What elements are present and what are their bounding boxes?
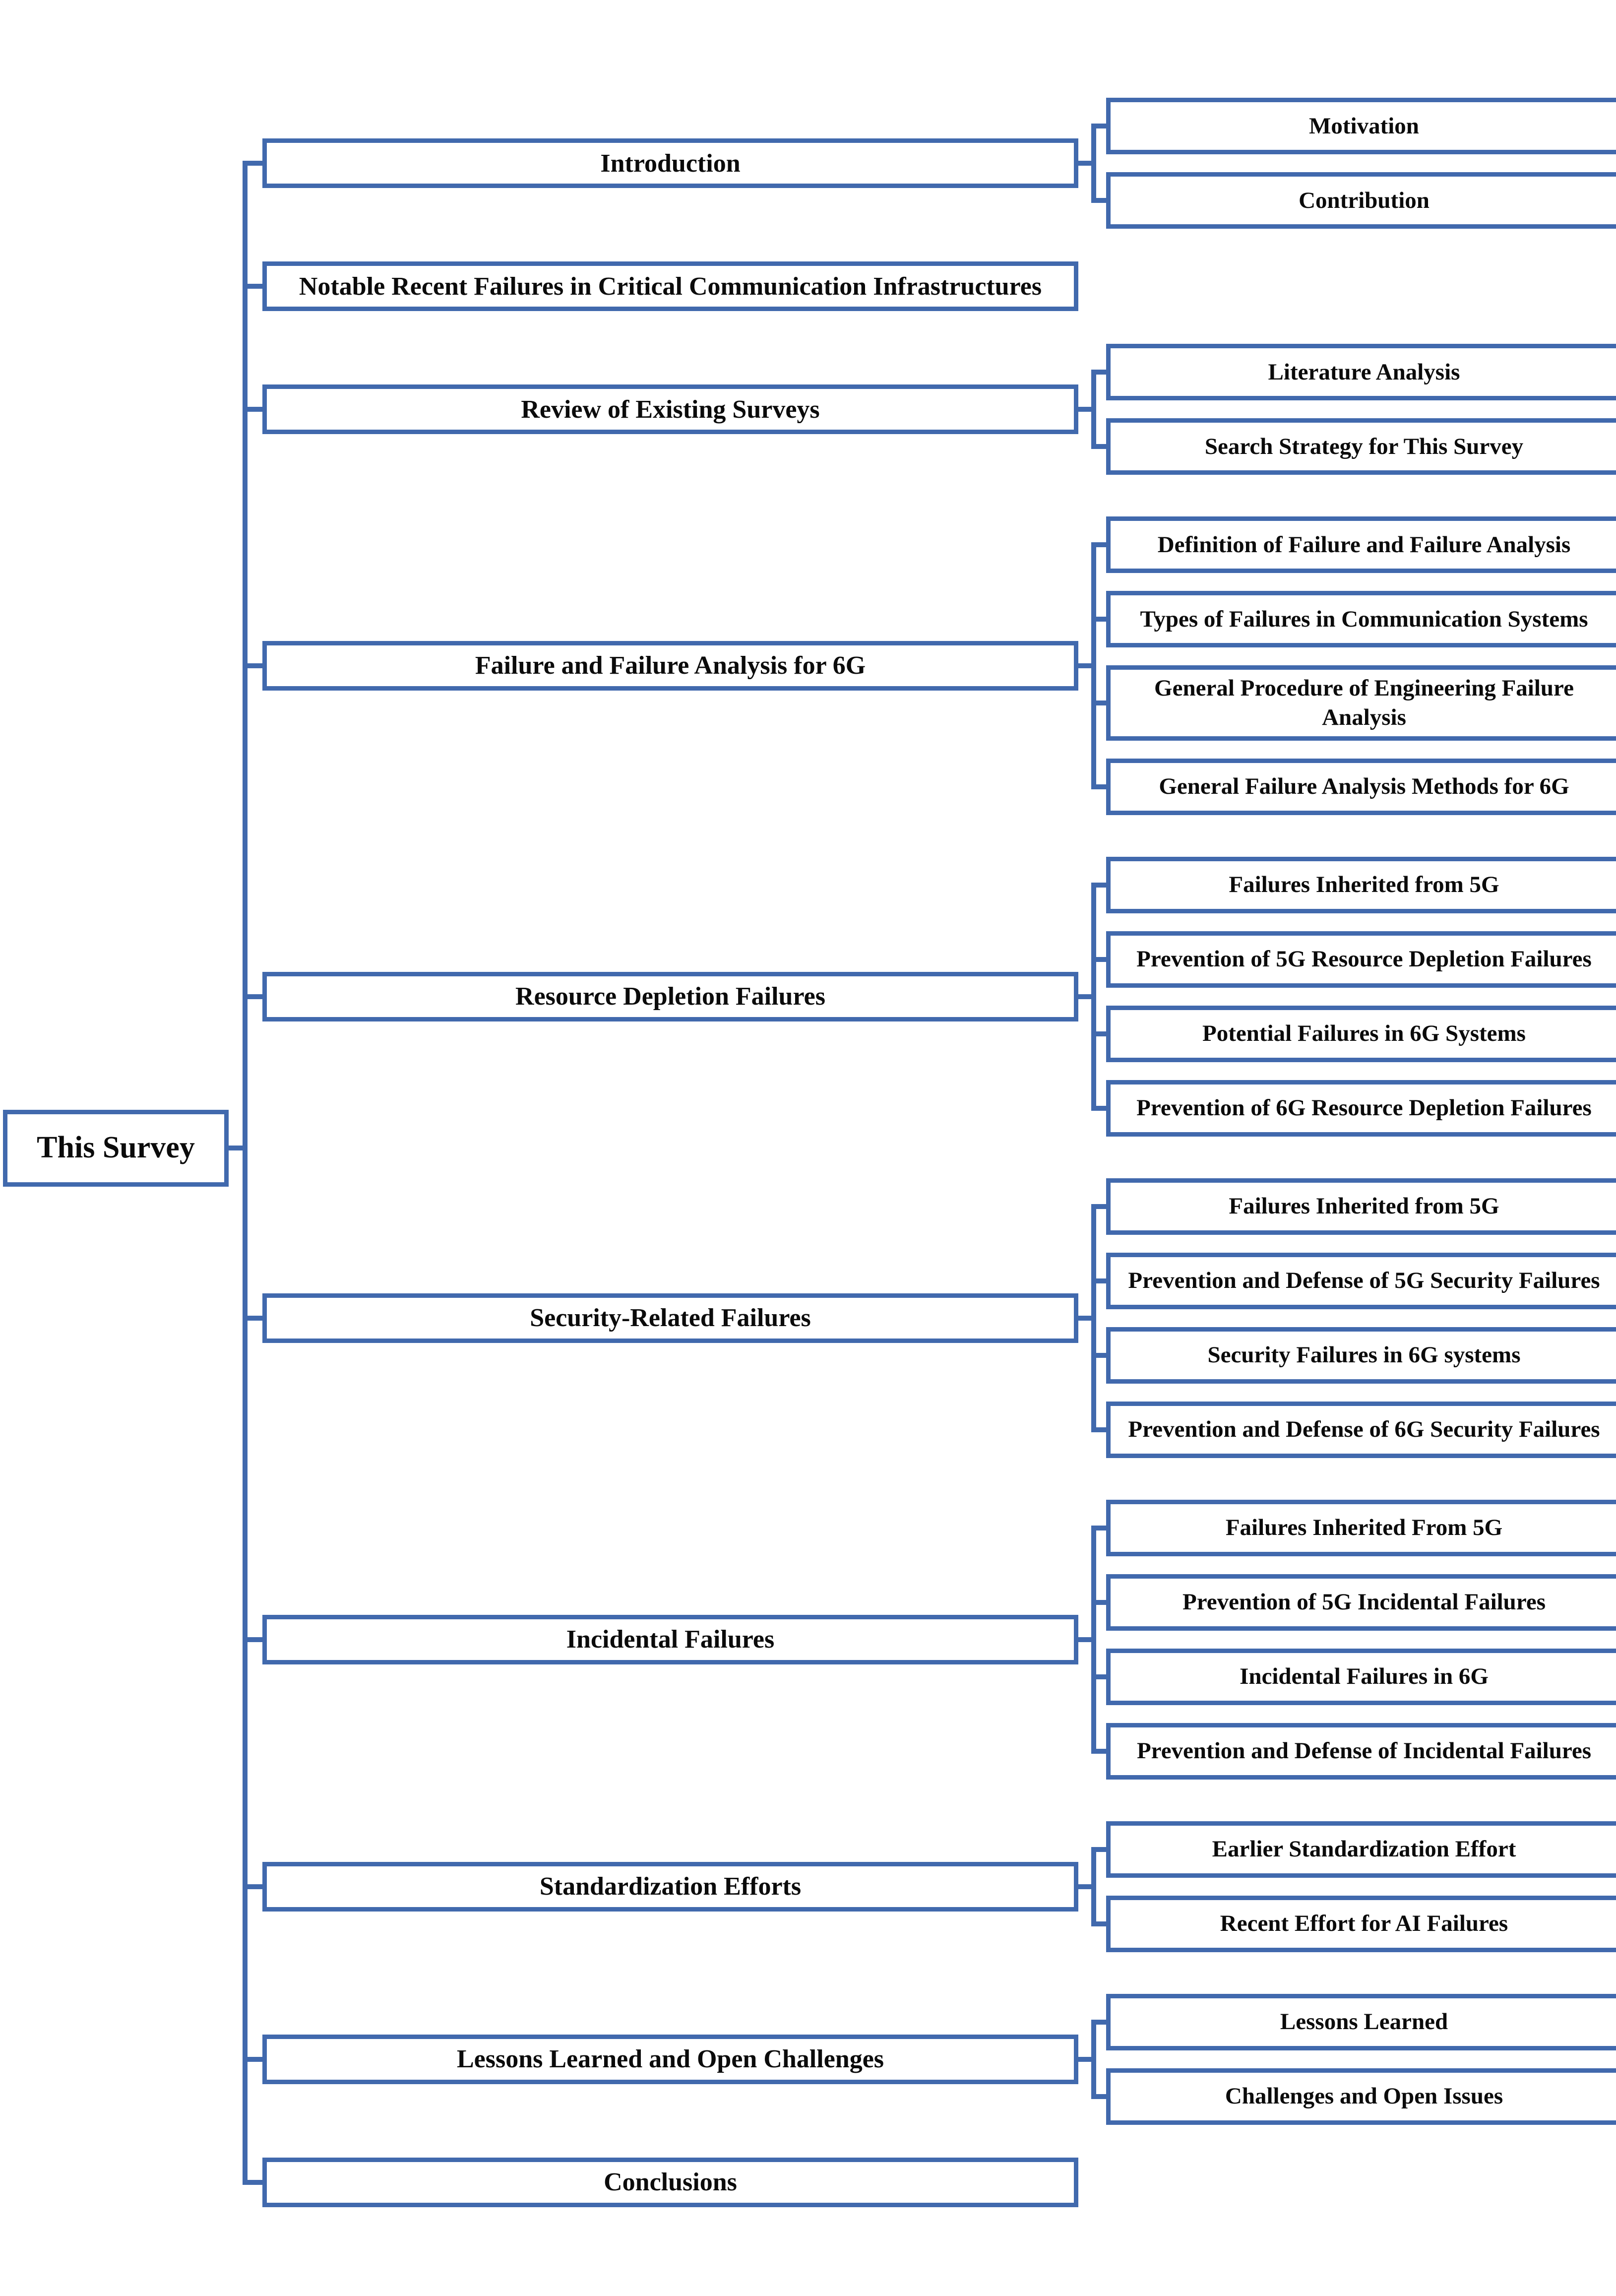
leaf-sec-inherited-5g: Failures Inherited from 5G — [1106, 1178, 1616, 1235]
leaves-introduction — [1091, 89, 1616, 238]
leaves-lessons-learned — [1091, 1985, 1616, 2134]
leaves-standardization — [1091, 1812, 1616, 1961]
leaf-motivation: Motivation — [1106, 98, 1616, 154]
leaf-row — [1091, 582, 1616, 656]
leaf-row — [1091, 1565, 1616, 1640]
branch-connector — [1078, 161, 1091, 166]
leaf-general-methods-6g: General Failure Analysis Methods for 6G — [1106, 759, 1616, 815]
leaf-definition-of-failure: Definition of Failure and Failure Analysis — [1106, 516, 1616, 573]
leaves-resource-depletion — [1091, 848, 1616, 1146]
leaf-literature-analysis: Literature Analysis — [1106, 344, 1616, 400]
branch-conclusions — [243, 2146, 1616, 2219]
branch-connector — [1078, 663, 1091, 668]
branch-connector — [1078, 407, 1091, 412]
leaf-general-procedure: General Procedure of Engineering Failure Analysis — [1106, 665, 1616, 741]
branch-resource-depletion — [243, 836, 1616, 1157]
leaf-row — [1091, 1640, 1616, 1714]
branch-introduction — [243, 77, 1616, 250]
root-connector — [229, 1146, 243, 1150]
leaf-row — [1091, 1169, 1616, 1244]
leaf-row — [1091, 656, 1616, 750]
branch-connector — [1078, 1637, 1091, 1642]
leaf-row — [1091, 1071, 1616, 1146]
leaf-contribution: Contribution — [1106, 172, 1616, 229]
sections-column — [243, 77, 1616, 2219]
leaf-rd-prevention-6g: Prevention of 6G Resource Depletion Failures — [1106, 1080, 1616, 1137]
leaf-row — [1091, 1985, 1616, 2059]
branch-standardization — [243, 1800, 1616, 1973]
section-standardization-efforts: Standardization Efforts — [262, 1862, 1078, 1912]
branch-connector — [1078, 1884, 1091, 1889]
leaf-row — [1091, 163, 1616, 238]
leaf-lessons-learned: Lessons Learned — [1106, 1994, 1616, 2050]
branch-incidental-failures — [243, 1479, 1616, 1800]
section-conclusions: Conclusions — [262, 2158, 1078, 2207]
leaf-search-strategy: Search Strategy for This Survey — [1106, 418, 1616, 475]
leaf-row — [1091, 89, 1616, 163]
branch-connector — [1078, 1316, 1091, 1321]
leaf-sec-prevention-6g: Prevention and Defense of 6G Security Failures — [1106, 1402, 1616, 1458]
branch-connector — [1078, 2057, 1091, 2062]
leaf-earlier-standardization: Earlier Standardization Effort — [1106, 1821, 1616, 1878]
section-resource-depletion-failures: Resource Depletion Failures — [262, 972, 1078, 1021]
leaf-row — [1091, 1887, 1616, 1961]
leaf-inc-prevention-5g: Prevention of 5G Incidental Failures — [1106, 1574, 1616, 1631]
leaf-inc-inherited-5g: Failures Inherited From 5G — [1106, 1500, 1616, 1556]
leaf-row — [1091, 1714, 1616, 1788]
leaf-inc-failures-6g: Incidental Failures in 6G — [1106, 1649, 1616, 1705]
leaves-incidental-failures — [1091, 1491, 1616, 1788]
section-notable-recent-failures: Notable Recent Failures in Critical Communication Infrastructures — [262, 261, 1078, 311]
section-security-related-failures: Security-Related Failures — [262, 1293, 1078, 1343]
leaf-row — [1091, 508, 1616, 582]
leaves-failure-analysis-6g — [1091, 508, 1616, 824]
leaf-row — [1091, 1318, 1616, 1393]
leaf-rd-prevention-5g: Prevention of 5G Resource Depletion Failures — [1106, 931, 1616, 988]
leaves-security-failures — [1091, 1169, 1616, 1467]
section-review-of-existing-surveys: Review of Existing Surveys — [262, 384, 1078, 434]
leaf-row — [1091, 922, 1616, 997]
section-introduction: Introduction — [262, 138, 1078, 188]
root-node-this-survey: This Survey — [3, 1110, 229, 1187]
leaf-row — [1091, 750, 1616, 824]
branch-security-failures — [243, 1157, 1616, 1479]
leaf-row — [1091, 335, 1616, 409]
branch-connector — [1078, 994, 1091, 999]
leaf-row — [1091, 997, 1616, 1071]
leaf-row — [1091, 1393, 1616, 1467]
diagram-tree — [0, 77, 1616, 2219]
leaf-rd-potential-6g: Potential Failures in 6G Systems — [1106, 1006, 1616, 1062]
leaf-types-of-failures: Types of Failures in Communication Systems — [1106, 591, 1616, 647]
branch-failure-analysis-6g — [243, 496, 1616, 836]
leaf-rd-inherited-5g: Failures Inherited from 5G — [1106, 857, 1616, 913]
branch-lessons-learned — [243, 1973, 1616, 2146]
leaf-row — [1091, 1491, 1616, 1565]
leaf-sec-failures-6g: Security Failures in 6G systems — [1106, 1327, 1616, 1384]
branch-review-surveys — [243, 323, 1616, 496]
leaf-row — [1091, 848, 1616, 922]
branch-notable-failures — [243, 250, 1616, 323]
leaf-row — [1091, 1812, 1616, 1887]
section-lessons-open-challenges: Lessons Learned and Open Challenges — [262, 2035, 1078, 2084]
leaf-inc-prevention-defense: Prevention and Defense of Incidental Failures — [1106, 1723, 1616, 1780]
leaf-sec-prevention-5g: Prevention and Defense of 5G Security Failures — [1106, 1253, 1616, 1309]
leaf-recent-ai-failures: Recent Effort for AI Failures — [1106, 1896, 1616, 1952]
leaf-challenges-open-issues: Challenges and Open Issues — [1106, 2068, 1616, 2125]
leaf-row — [1091, 1244, 1616, 1318]
leaf-row — [1091, 2059, 1616, 2134]
section-failure-analysis-6g: Failure and Failure Analysis for 6G — [262, 641, 1078, 691]
leaves-review-surveys — [1091, 335, 1616, 484]
section-incidental-failures: Incidental Failures — [262, 1615, 1078, 1664]
leaf-row — [1091, 409, 1616, 484]
